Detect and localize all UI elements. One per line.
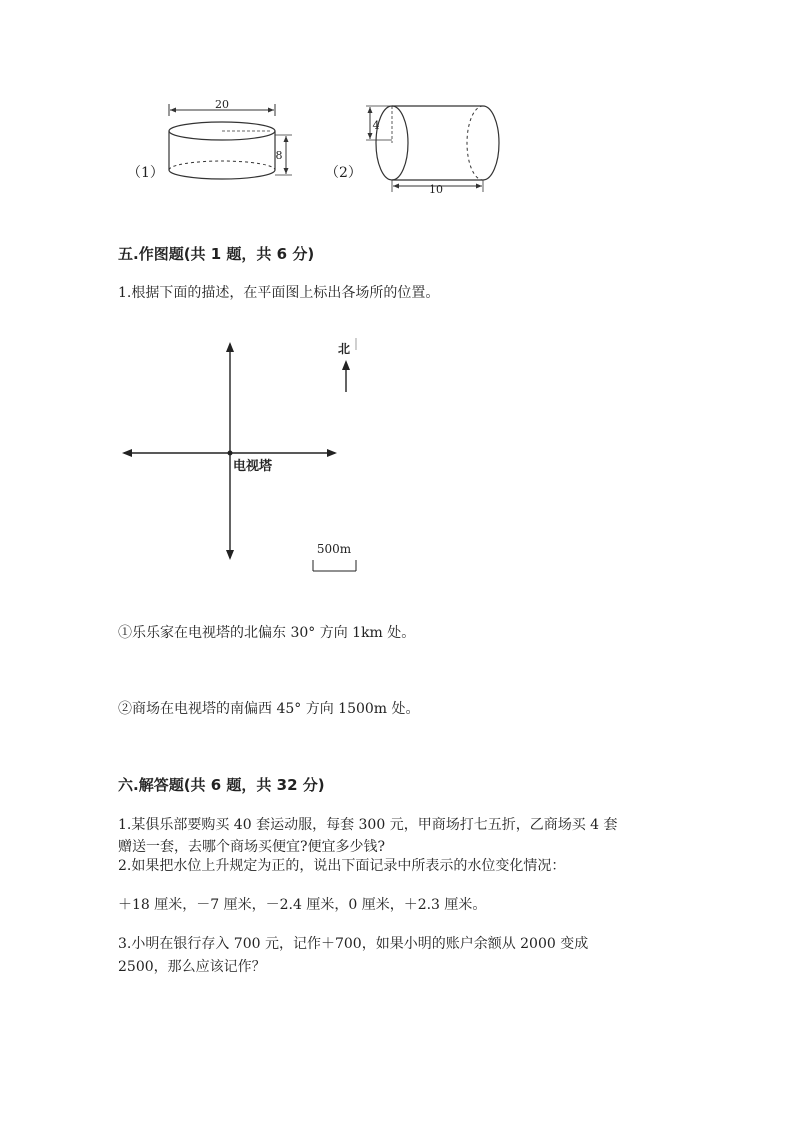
cylinder-2-length-value: 10	[429, 183, 443, 196]
cylinder-1-height-value: 8	[275, 149, 283, 162]
section-5-item-1: ①乐乐家在电视塔的北偏东 30° 方向 1km 处。	[118, 625, 416, 641]
scale-label: 500m	[316, 542, 352, 556]
section-5-item-2: ②商场在电视塔的南偏西 45° 方向 1500m 处。	[118, 701, 420, 717]
section-6-question-2-line-2: ＋18 厘米，－7 厘米，－2.4 厘米，0 厘米，＋2.3 厘米。	[118, 897, 487, 913]
tv-tower-label: 电视塔	[233, 459, 273, 474]
cylinder-2-radius-value: 4	[372, 119, 380, 132]
section-5-question-1: 1.根据下面的描述，在平面图上标出各场所的位置。	[118, 285, 440, 301]
cylinder-2-figure	[362, 100, 507, 198]
cylinder-1-width-value: 20	[215, 98, 229, 111]
section-6-question-3-line-2: 2500，那么应该记作？	[118, 959, 266, 975]
section-6-header: 六.解答题(共 6 题，共 32 分)	[118, 776, 325, 794]
section-5-header: 五.作图题(共 1 题，共 6 分)	[118, 245, 315, 263]
section-6-question-3-line-1: 3.小明在银行存入 700 元，记作＋700，如果小明的账户余额从 2000 变成	[118, 936, 589, 952]
section-6-question-1-line-1: 1.某俱乐部要购买 40 套运动服，每套 300 元，甲商场打七五折，乙商场买 4 套	[118, 817, 618, 833]
position-map	[115, 330, 375, 580]
figure-2-label: （2）	[325, 165, 362, 181]
north-label: 北	[338, 342, 351, 356]
section-6-question-1-line-2: 赠送一套，去哪个商场买便宜?便宜多少钱?	[118, 839, 386, 855]
cylinder-1-figure	[160, 98, 300, 190]
section-6-question-2-line-1: 2.如果把水位上升规定为正的，说出下面记录中所表示的水位变化情况：	[118, 858, 566, 874]
figure-1-label: （1）	[127, 165, 164, 181]
